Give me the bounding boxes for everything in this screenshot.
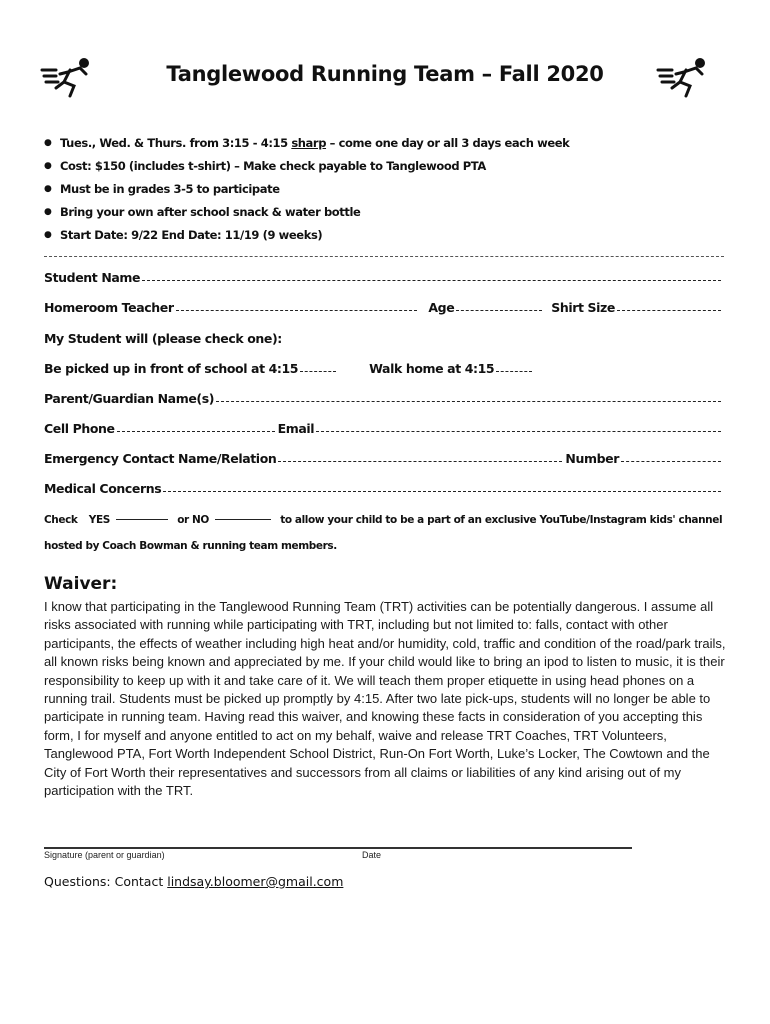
date-label: Date	[362, 850, 382, 860]
blank-line[interactable]	[176, 309, 418, 311]
field-label: Student Name	[44, 270, 141, 285]
contact-row	[44, 421, 724, 436]
check-one-heading	[44, 331, 724, 346]
field-label: Walk home at 4:15	[369, 361, 495, 376]
field-label: Shirt Size	[551, 300, 615, 315]
blank-line[interactable]	[456, 309, 542, 311]
list-item: ● Cost: $150 (includes t-shirt) – Make check payable to Tanglewood PTA	[44, 156, 569, 179]
blank-line[interactable]	[117, 430, 275, 432]
no-blank[interactable]	[215, 518, 271, 520]
field-label: Check	[44, 514, 78, 526]
homeroom-row	[44, 300, 724, 315]
waiver-text: I know that participating in the Tanglewood Running Team (TRT) activities can be potentially dangerous. I assume all risks associated with running while participating with TRT, including but not limited to: falls, contact with other participants, the effects of weather including high heat and/or humidity, cold, traffic and condition of the road/park trails, all known risks being known and appreciated by me. If your child would like to bring an ipod to listen to music, it is their responsibility to keep up with it and take care of it. We will teach them proper etiquette in using head phones on a running trail. Students must be picked up promptly by 4:15. After two late pick-ups, students will no longer be able to participate in running team. Having read this waiver, and knowing these facts in consideration of you accepting this form, I for myself and anyone entitled to act on my behalf, waive and release TRT Coaches, TRT Volunteers, Tanglewood PTA, Fort Worth Independent School District, Run-On Fort Worth, Luke’s Locker, The Cowtown and the City of Fort Worth their representatives and successors from all claims or liabilities of any kind arising out of my participation with the TRT.	[44, 599, 726, 799]
field-label: Parent/Guardian Name(s)	[44, 391, 215, 406]
field-label: hosted by Coach Bowman & running team members.	[44, 540, 337, 552]
contact-label: Questions: Contact	[44, 874, 168, 889]
info-list	[44, 133, 569, 248]
questions-contact	[44, 874, 343, 889]
parent-name-field	[44, 391, 724, 406]
field-label: Homeroom Teacher	[44, 300, 174, 315]
blank-line[interactable]	[163, 490, 721, 492]
field-label: Email	[277, 421, 315, 436]
checkbox-blank[interactable]	[496, 370, 532, 372]
checkbox-blank[interactable]	[300, 370, 336, 372]
blank-line[interactable]	[617, 309, 721, 311]
field-label: or NO	[177, 514, 209, 526]
yes-blank[interactable]	[116, 518, 168, 520]
media-consent-line	[44, 514, 724, 526]
field-label: Medical Concerns	[44, 481, 162, 496]
list-item: ● Bring your own after school snack & water bottle	[44, 202, 569, 225]
medical-field	[44, 481, 724, 496]
student-name-field[interactable]	[44, 270, 724, 285]
signature-label: Signature (parent or guardian)	[44, 850, 165, 860]
email-link[interactable]: lindsay.bloomer@gmail.com	[167, 874, 344, 889]
blank-line[interactable]	[142, 279, 721, 281]
field-label: Number	[565, 451, 619, 466]
field-label: My Student will (please check one):	[44, 331, 282, 346]
blank-line[interactable]	[621, 460, 721, 462]
field-label: Be picked up in front of school at 4:15	[44, 361, 299, 376]
emergency-row	[44, 451, 724, 466]
list-item: ● Start Date: 9/22 End Date: 11/19 (9 weeks)	[44, 225, 569, 248]
list-item: ● Tues., Wed. & Thurs. from 3:15 - 4:15 sharp – come one day or all 3 days each week	[44, 133, 569, 156]
page-title: Tanglewood Running Team – Fall 2020	[166, 62, 604, 86]
blank-line[interactable]	[316, 430, 721, 432]
dismissal-row	[44, 361, 724, 376]
field-label: to allow your child to be a part of an exclusive YouTube/Instagram kids' channel	[280, 514, 723, 526]
field-label: Age	[428, 300, 455, 315]
media-consent-line-2	[44, 540, 724, 552]
field-label: Emergency Contact Name/Relation	[44, 451, 277, 466]
blank-line[interactable]	[216, 400, 721, 402]
field-label: YES	[88, 514, 110, 526]
divider	[44, 256, 724, 257]
blank-line[interactable]	[278, 460, 562, 462]
signature-line[interactable]	[44, 847, 632, 849]
field-label: Cell Phone	[44, 421, 115, 436]
waiver-heading: Waiver:	[44, 574, 118, 594]
list-item: ● Must be in grades 3-5 to participate	[44, 179, 569, 202]
